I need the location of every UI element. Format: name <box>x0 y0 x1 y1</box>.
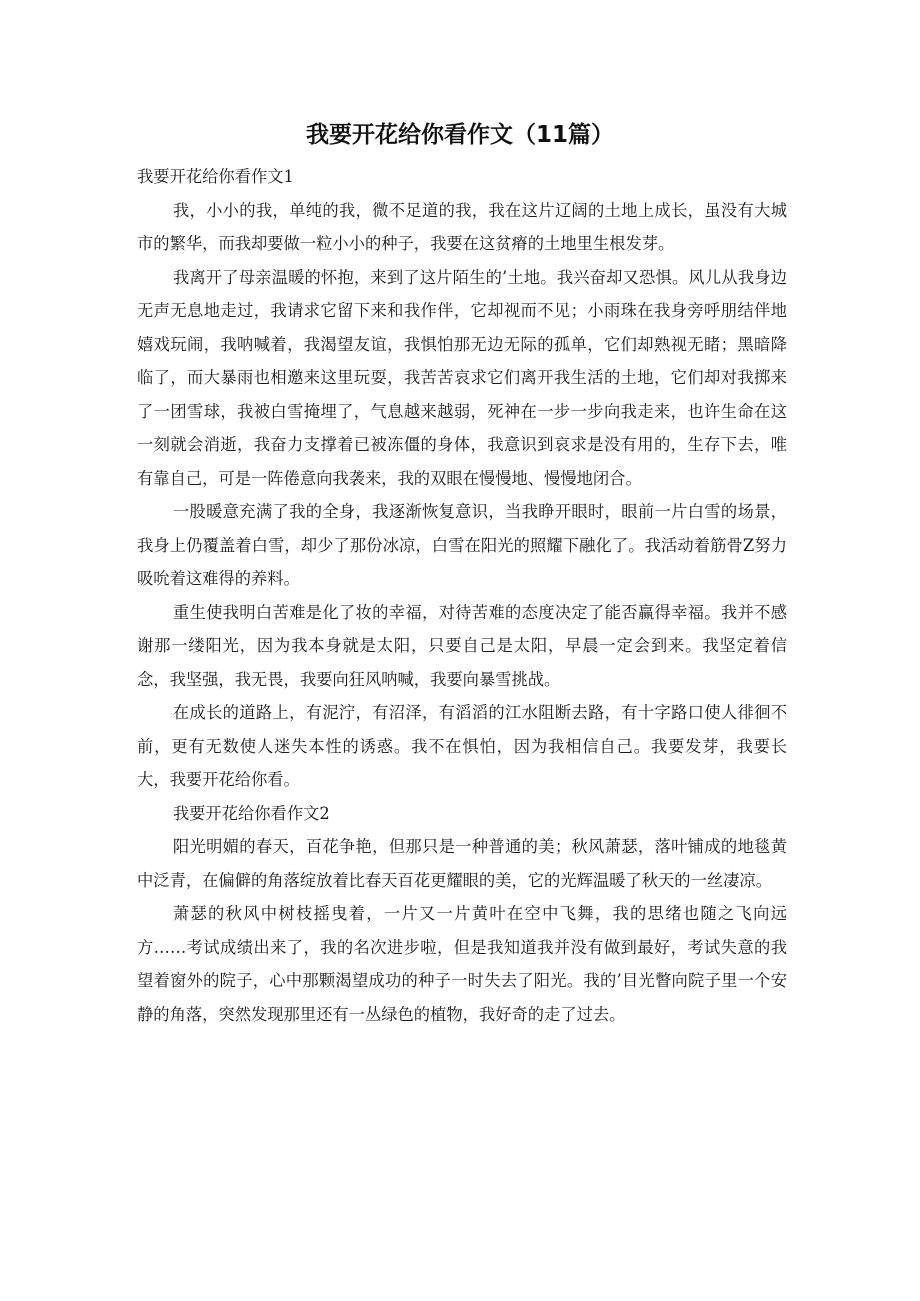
section-subtitle-1: 我要开花给你看作文1 <box>137 167 294 186</box>
body-paragraph: 我，小小的我，单纯的我，微不足道的我，我在这片辽阔的土地上成长，虽没有大城市的繁华，而我却要做一粒小小的种子，我要在这贫瘠的土地里生根发芽。 <box>137 200 787 253</box>
body-paragraph: 重生使我明白苦难是化了妆的幸福，对待苦难的态度决定了能否赢得幸福。我并不感谢那一缕阳光，因为我本身就是太阳，只要自己是太阳，早晨一定会到来。我坚定着信念，我坚强，我无畏，我要向狂风呐喊，我要向暴雪挑战。 <box>137 602 787 689</box>
body-paragraph: 我离开了母亲温暖的怀抱，来到了这片陌生的’土地。我兴奋却又恐惧。风儿从我身边无声无息地走过，我请求它留下来和我作伴，它却视而不见；小雨珠在我身旁呼朋结伴地嬉戏玩闹，我呐喊着，我渴望友谊，我惧怕那无边无际的孤单，它们却熟视无睹；黑暗降临了，而大暴雨也相邀来这里玩耍，我苦苦哀求它们离开我生活的土地，它们却对我掷来了一团雪球，我被白雪掩埋了，气息越来越弱，死神在一步一步向我走来，也许生命在这一刻就会消逝，我奋力支撑着已被冻僵的身体，我意识到哀求是没有用的，生存下去，唯有靠自己，可是一阵倦意向我袭来，我的双眼在慢慢地、慢慢地闭合。 <box>137 267 787 488</box>
body-paragraph: 一股暖意充满了我的全身，我逐渐恢复意识，当我睁开眼时，眼前一片白雪的场景，我身上仍覆盖着白雪，却少了那份冰凉，白雪在阳光的照耀下融化了。我活动着筋骨Z努力吸吮着这难得的养料。 <box>137 502 787 588</box>
body-paragraph: 萧瑟的秋风中树枝摇曳着，一片又一片黄叶在空中飞舞，我的思绪也随之飞向远方……考试成绩出来了，我的名次进步啦，但是我知道我并没有做到最好，考试失意的我望着窗外的院子，心中那颗渴望成功的种子一时失去了阳光。我的’目光瞥向院子里一个安静的角落，突然发现那里还有一丛绿色的植物，我好奇的走了过去。 <box>137 904 787 1024</box>
body-paragraph: 在成长的道路上，有泥泞，有沼泽，有滔滔的江水阻断去路，有十字路口使人徘徊不前，更有无数使人迷失本性的诱惑。我不在惧怕，因为我相信自己。我要发芽，我要长大，我要开花给你看。 <box>137 703 787 789</box>
document-title: 我要开花给你看作文（11篇） <box>305 122 614 148</box>
section-subtitle-2: 我要开花给你看作文2 <box>172 803 330 823</box>
body-paragraph: 阳光明媚的春天，百花争艳，但那只是一种普通的美；秋风萧瑟，落叶铺成的地毯黄中泛青，在偏僻的角落绽放着比春天百花更耀眼的美，它的光辉温暖了秋天的一丝凄凉。 <box>137 837 787 890</box>
document-body <box>137 160 787 1031</box>
